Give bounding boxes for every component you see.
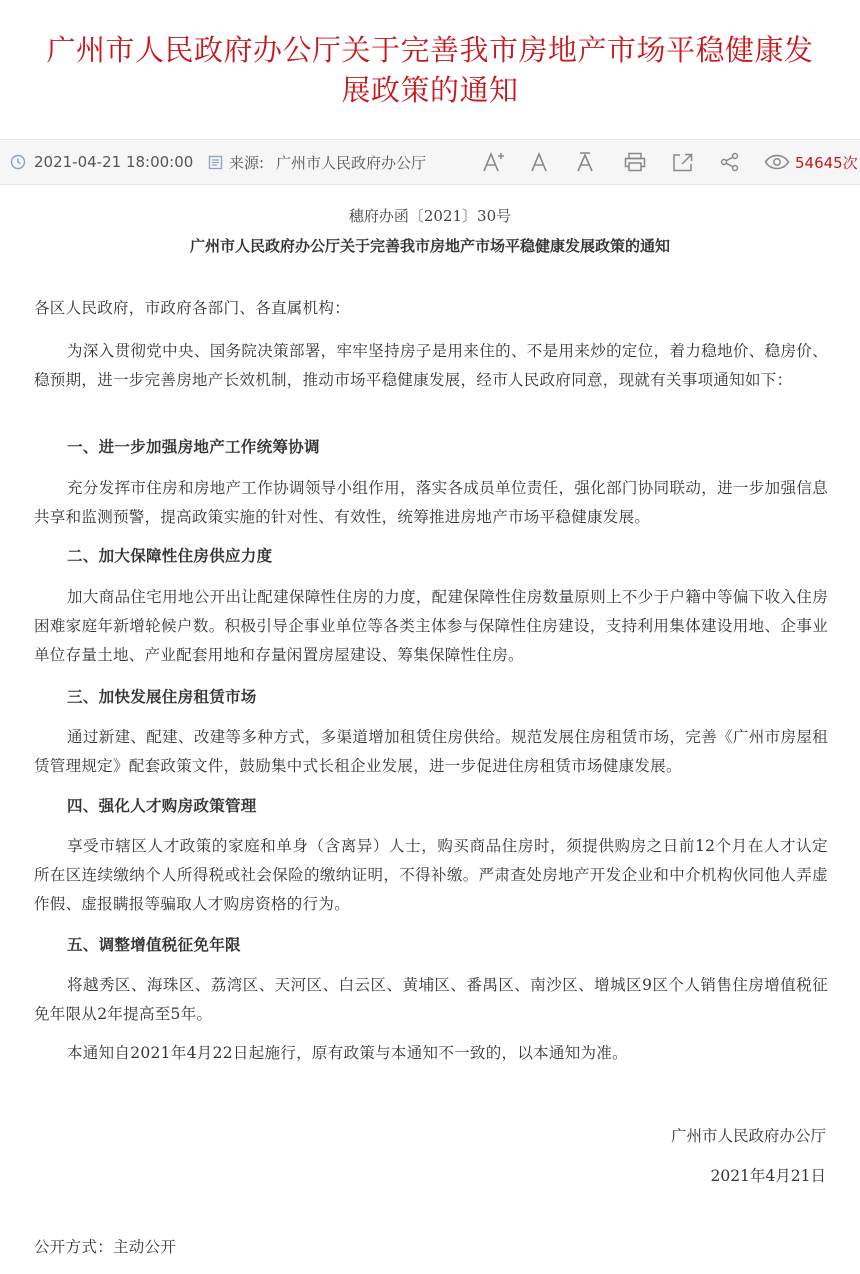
source-name: 广州市人民政府办公厅: [276, 153, 427, 172]
view-count: 54645次: [795, 153, 858, 172]
document-title: 广州市人民政府办公厅关于完善我市房地产市场平稳健康发展政策的通知: [189, 237, 670, 255]
document-number: 穗府办函〔2021〕30号: [348, 207, 512, 225]
effective-date-paragraph: 本通知自2021年4月22日起施行，原有政策与本通知不一致的，以本通知为准。: [67, 1044, 628, 1062]
source-label: 来源:: [229, 153, 265, 172]
article-meta-bar: [0, 139, 860, 185]
section-heading: 四、强化人才购房政策管理: [67, 796, 257, 815]
document-icon: [208, 140, 223, 184]
share-external-icon[interactable]: [672, 140, 694, 184]
section-body: 通过新建、配建、改建等多种方式，多渠道增加租赁住房供给。规范发展住房租赁市场，完善《广州市房屋租赁管理规定》配套政策文件，鼓励集中式长租企业发展，进一步促进住房租赁市场健康发展。: [34, 728, 828, 775]
section-heading: 一、进一步加强房地产工作统筹协调: [67, 437, 320, 456]
publish-date: 2021-04-21 18:00:00: [34, 153, 194, 171]
section-body: 充分发挥市住房和房地产工作协调领导小组作用，落实各成员单位责任，强化部门协同联动，进一步加强信息共享和监测预警，提高政策实施的针对性、有效性，统筹推进房地产市场平稳健康发展。: [34, 479, 828, 526]
page-title: 广州市人民政府办公厅关于完善我市房地产市场平稳健康发展政策的通知: [46, 33, 814, 107]
section-heading: 三、加快发展住房租赁市场: [67, 687, 257, 706]
share-icon[interactable]: [720, 140, 740, 184]
print-icon[interactable]: [624, 140, 646, 184]
font-normal-icon[interactable]: [530, 140, 550, 184]
eye-icon: [764, 140, 790, 184]
disclosure-method: 公开方式：主动公开: [34, 1238, 177, 1256]
section-heading: 二、加大保障性住房供应力度: [67, 546, 273, 565]
section-body: 加大商品住宅用地公开出让配建保障性住房的力度，配建保障性住房数量原则上不少于户籍中等偏下收入住房困难家庭年新增轮候户数。积极引导企事业单位等各类主体参与保障性住房建设，支持利用集体建设用地、企事业单位存量土地、产业配套用地和存量闲置房屋建设、筹集保障性住房。: [34, 588, 828, 664]
font-decrease-icon[interactable]: [576, 140, 600, 184]
salutation: 各区人民政府，市政府各部门、各直属机构：: [34, 299, 351, 317]
font-increase-icon[interactable]: [482, 140, 506, 184]
intro-paragraph: 为深入贯彻党中央、国务院决策部署，牢牢坚持房子是用来住的、不是用来炒的定位，着力稳地价、稳房价、稳预期，进一步完善房地产长效机制，推动市场平稳健康发展，经市人民政府同意，现就有关事项通知如下：: [34, 342, 828, 389]
signature-org: 广州市人民政府办公厅: [670, 1127, 826, 1145]
clock-icon: [10, 140, 26, 184]
section-heading: 五、调整增值税征免年限: [67, 935, 241, 954]
signature-date: 2021年4月21日: [710, 1167, 826, 1185]
section-body: 将越秀区、海珠区、荔湾区、天河区、白云区、黄埔区、番禺区、南沙区、增城区9区个人销售住房增值税征免年限从2年提高至5年。: [34, 976, 828, 1023]
section-body: 享受市辖区人才政策的家庭和单身（含离异）人士，购买商品住房时，须提供购房之日前12个月在人才认定所在区连续缴纳个人所得税或社会保险的缴纳证明，不得补缴。严肃查处房地产开发企业和中介机构伙同他人弄虚作假、虚报瞒报等骗取人才购房资格的行为。: [34, 837, 828, 913]
